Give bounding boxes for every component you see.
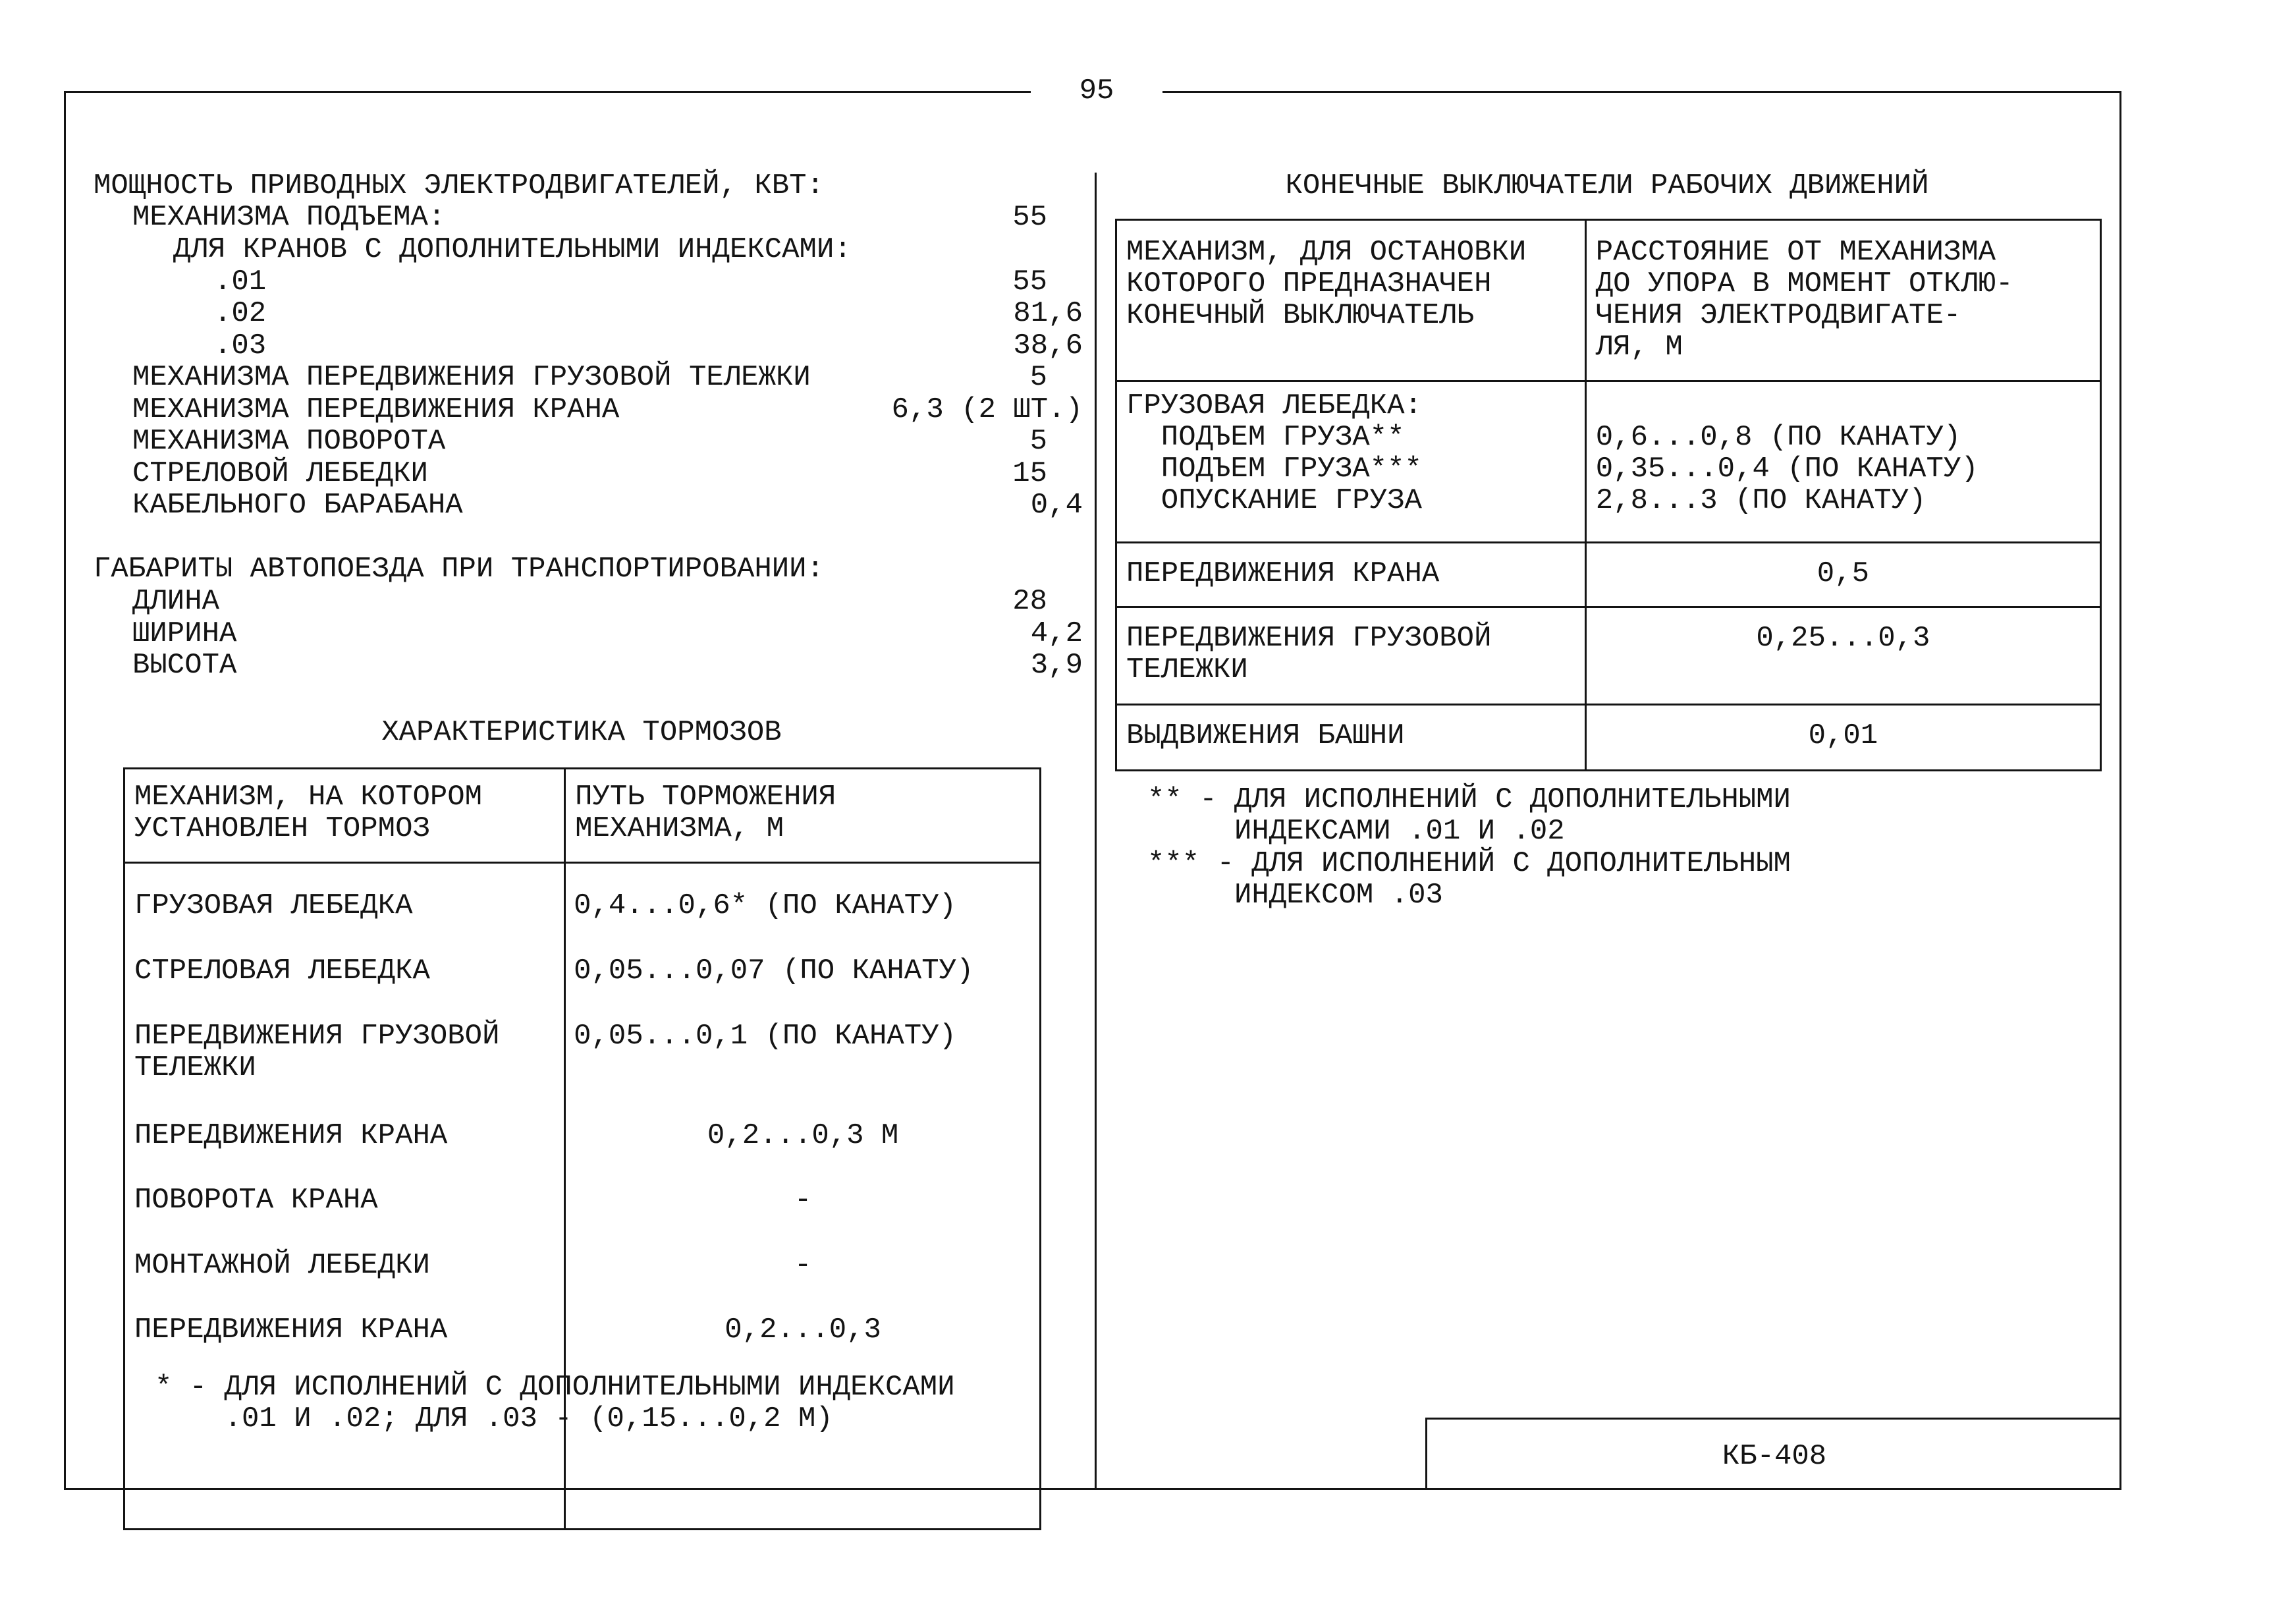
brake-mechanism: ГРУЗОВАЯ ЛЕБЕДКА xyxy=(134,889,413,922)
dimension-label: ДЛИНА xyxy=(132,585,220,618)
power-value: 6,3 (2 ШТ.) xyxy=(891,393,1083,426)
page-number: 95 xyxy=(1079,74,1114,107)
table-row xyxy=(1116,705,2101,771)
power-label: МЕХАНИЗМА ПОВОРОТА xyxy=(132,425,446,458)
brake-mechanism: МОНТАЖНОЙ ЛЕБЕДКИ xyxy=(134,1249,430,1282)
column-divider xyxy=(1095,173,1097,1490)
power-label: ДЛЯ КРАНОВ С ДОПОЛНИТЕЛЬНЫМИ ИНДЕКСАМИ: xyxy=(173,233,852,266)
power-label: МЕХАНИЗМА ПОДЪЕМА: xyxy=(132,201,446,234)
limit-distance: 0,5 xyxy=(1817,557,1869,590)
table-row xyxy=(1116,607,2101,705)
limit-footnote: ** - ДЛЯ ИСПОЛНЕНИЙ С ДОПОЛНИТЕЛЬНЫМИ ИНДЕКСАМИ .01 И .02 xyxy=(1147,783,1791,848)
power-value: 0,4 xyxy=(1030,489,1083,522)
power-value: 81,6 xyxy=(1013,297,1083,330)
power-label: МЕХАНИЗМА ПЕРЕДВИЖЕНИЯ КРАНА xyxy=(132,393,620,426)
limit-mechanism: ПЕРЕДВИЖЕНИЯ ГРУЗОВОЙ ТЕЛЕЖКИ xyxy=(1126,622,1492,686)
power-value: 55 xyxy=(1012,265,1047,298)
brake-mechanism: ПОВОРОТА КРАНА xyxy=(134,1184,378,1217)
limit-mechanism: ВЫДВИЖЕНИЯ БАШНИ xyxy=(1126,719,1405,752)
power-label: СТРЕЛОВОЙ ЛЕБЕДКИ xyxy=(132,457,428,490)
dimension-label: ШИРИНА xyxy=(132,617,237,650)
limit-mechanism: ГРУЗОВАЯ ЛЕБЕДКА: ПОДЪЕМ ГРУЗА** ПОДЪЕМ ГРУЗА*** ОПУСКАНИЕ ГРУЗА xyxy=(1126,389,1422,517)
brakes-header-distance: ПУТЬ ТОРМОЖЕНИЯ МЕХАНИЗМА, М xyxy=(575,781,836,845)
power-title: МОЩНОСТЬ ПРИВОДНЫХ ЭЛЕКТРОДВИГАТЕЛЕЙ, КВТ: xyxy=(94,169,824,202)
brakes-header-mechanism: МЕХАНИЗМ, НА КОТОРОМ УСТАНОВЛЕН ТОРМОЗ xyxy=(134,781,483,845)
dimension-value: 28 xyxy=(1012,585,1047,618)
power-value: 15 xyxy=(1012,457,1047,490)
brake-distance: - xyxy=(794,1249,812,1282)
brake-mechanism: ПЕРЕДВИЖЕНИЯ ГРУЗОВОЙ ТЕЛЕЖКИ xyxy=(134,1020,500,1084)
limit-switches-title: КОНЕЧНЫЕ ВЫКЛЮЧАТЕЛИ РАБОЧИХ ДВИЖЕНИЙ xyxy=(1285,169,1929,202)
limit-mechanism: ПЕРЕДВИЖЕНИЯ КРАНА xyxy=(1126,557,1440,590)
dimension-value: 4,2 xyxy=(1030,617,1083,650)
table-row xyxy=(1116,543,2101,607)
table-header-row xyxy=(124,769,1041,863)
power-label: КАБЕЛЬНОГО БАРАБАНА xyxy=(132,489,463,522)
brake-mechanism: ПЕРЕДВИЖЕНИЯ КРАНА xyxy=(134,1119,448,1152)
power-label: .03 xyxy=(214,329,267,362)
title-block xyxy=(1425,1418,2121,1490)
brake-distance: 0,05...0,07 (ПО КАНАТУ) xyxy=(574,954,974,987)
power-label: МЕХАНИЗМА ПЕРЕДВИЖЕНИЯ ГРУЗОВОЙ ТЕЛЕЖКИ xyxy=(132,361,811,394)
limit-header-mechanism: МЕХАНИЗМ, ДЛЯ ОСТАНОВКИ КОТОРОГО ПРЕДНАЗНАЧЕН КОНЕЧНЫЙ ВЫКЛЮЧАТЕЛЬ xyxy=(1126,236,1527,332)
brake-mechanism: ПЕРЕДВИЖЕНИЯ КРАНА xyxy=(134,1314,448,1346)
dimensions-title: ГАБАРИТЫ АВТОПОЕЗДА ПРИ ТРАНСПОРТИРОВАНИИ: xyxy=(94,553,824,586)
brake-distance: 0,05...0,1 (ПО КАНАТУ) xyxy=(574,1020,957,1053)
brake-distance: 0,2...0,3 М xyxy=(707,1119,899,1152)
power-value: 55 xyxy=(1012,201,1047,234)
table-header-row xyxy=(1116,220,2101,381)
limit-footnote: *** - ДЛЯ ИСПОЛНЕНИЙ С ДОПОЛНИТЕЛЬНЫМ ИНДЕКСОМ .03 xyxy=(1147,847,1791,912)
limit-distance: 0,01 xyxy=(1808,719,1878,752)
limit-header-distance: РАССТОЯНИЕ ОТ МЕХАНИЗМА ДО УПОРА В МОМЕНТ ОТКЛЮ- ЧЕНИЯ ЭЛЕКТРОДВИГАТЕ- ЛЯ, М xyxy=(1595,236,2013,364)
document-code: КБ-408 xyxy=(1722,1440,1827,1473)
brake-mechanism: СТРЕЛОВАЯ ЛЕБЕДКА xyxy=(134,954,430,987)
limit-distance: 0,25...0,3 xyxy=(1756,622,1930,655)
power-value: 5 xyxy=(1029,425,1047,458)
table-row xyxy=(1116,381,2101,543)
limit-switches-table xyxy=(1115,219,2102,771)
brakes-title: ХАРАКТЕРИСТИКА ТОРМОЗОВ xyxy=(381,716,782,749)
brake-distance: 0,2...0,3 xyxy=(724,1314,881,1346)
power-label: .02 xyxy=(214,297,267,330)
brake-distance: 0,4...0,6* (ПО КАНАТУ) xyxy=(574,889,957,922)
power-value: 5 xyxy=(1029,361,1047,394)
dimension-label: ВЫСОТА xyxy=(132,649,237,682)
dimension-value: 3,9 xyxy=(1030,649,1083,682)
brakes-footnote: * - ДЛЯ ИСПОЛНЕНИЙ С ДОПОЛНИТЕЛЬНЫМИ ИНДЕКСАМИ .01 И .02; ДЛЯ .03 - (0,15...0,2 М) xyxy=(155,1371,955,1435)
power-label: .01 xyxy=(214,265,267,298)
power-value: 38,6 xyxy=(1013,329,1083,362)
limit-distance: 0,6...0,8 (ПО КАНАТУ) 0,35...0,4 (ПО КАНАТУ) 2,8...3 (ПО КАНАТУ) xyxy=(1595,421,1979,517)
brake-distance: - xyxy=(794,1184,812,1217)
